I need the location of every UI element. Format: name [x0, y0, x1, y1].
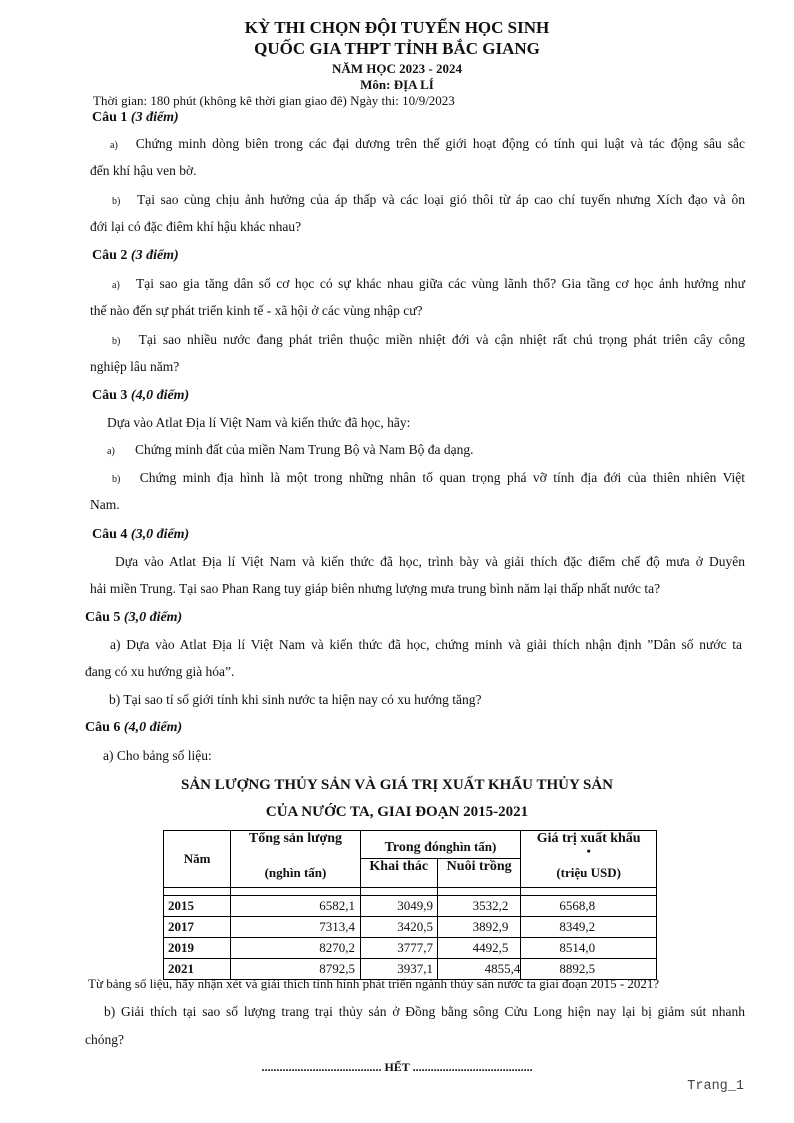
th-total-unit: (nghìn tấn)	[231, 859, 360, 888]
question-5a: a) Dựa vào Atlat Địa lí Việt Nam và kiến thức đã học, chứng minh và giải thích nhận định ”Dân số nước ta	[110, 637, 742, 652]
question-2a: a) Tại sao gia tăng dân số cơ học có sự khác nhau giữa các vùng lãnh thổ? Gia tầng cơ học ảnh hưởng như	[112, 276, 745, 291]
question-6b-cont: chóng?	[85, 1032, 124, 1047]
question-6-heading: Câu 6 (4,0 điểm)	[85, 720, 183, 735]
question-3-intro: Dựa vào Atlat Địa lí Việt Nam và kiến thức đã học, hãy:	[107, 415, 411, 430]
th-catch: Khai thác	[360, 859, 437, 888]
exam-title-line1: KỲ THI CHỌN ĐỘI TUYỂN HỌC SINH	[244, 18, 550, 37]
question-5-heading: Câu 5 (3,0 điểm)	[85, 610, 183, 625]
end-marker: ........................................ HẾT ........................................	[261, 1060, 533, 1074]
question-2b-cont: nghiệp lâu năm?	[90, 359, 180, 374]
question-4-line1: Dựa vào Atlat Địa lí Việt Nam và kiến thức đã học, trình bày và giải thích đặc điểm chế độ mưa ở Duyên	[115, 554, 745, 569]
th-farm: Nuôi trồng	[437, 859, 520, 888]
th-year: Năm	[164, 831, 231, 888]
question-6b: b) Giải thích tại sao số lượng trang trại thủy sản ở Đồng bằng sông Cửu Long hiện nay lại bị giảm sút nhanh	[104, 1004, 745, 1019]
question-5b: b) Tại sao tỉ số giới tính khi sinh nước ta hiện nay có xu hướng tăng?	[109, 692, 482, 707]
question-2a-cont: thế nào đến sự phát triển kinh tế - xã hội ở các vùng nhập cư?	[90, 303, 423, 318]
question-6a-intro: a) Cho bảng số liệu:	[103, 748, 212, 763]
question-1a: a) Chứng minh dòng biên trong các đại dương trên thế giới hoạt động có tính qui luật và tác động sâu sắc	[110, 136, 745, 151]
table-row: 2021 8792,5 3937,1 4855,4 8892,5	[164, 959, 657, 980]
question-2b: b) Tại sao nhiều nước đang phát triên thuộc miền nhiệt đới và cận nhiệt rất chú trọng phát triên cây công	[112, 332, 745, 347]
question-4-heading: Câu 4 (3,0 điểm)	[92, 527, 190, 542]
page-number: Trang_1	[687, 1079, 744, 1094]
question-5a-cont: đang có xu hướng già hóa”.	[85, 664, 235, 679]
question-1a-cont: đến khí hậu ven bờ.	[90, 163, 197, 178]
subject: Môn: ĐỊA LÍ	[360, 77, 434, 92]
table-row: 2015 6582,1 3049,9 3532,2 6568,8	[164, 896, 657, 917]
question-6a-task: Từ bảng số liệu, hãy nhận xét và giải thích tình hình phát triển ngành thủy sản nước ta giai đoạn 2015 - 2021?	[88, 976, 660, 991]
th-export: Giá trị xuất khẩu •	[521, 831, 657, 859]
question-3b: b) Chứng minh địa hình là một trong những nhân tố quan trọng phá vỡ tính địa đới của thiên nhiên Việt	[112, 470, 746, 485]
table-row: 2019 8270,2 3777,7 4492,5 8514,0	[164, 938, 657, 959]
question-1b-cont: đới lại có đặc điêm khí hậu khác nhau?	[90, 219, 302, 234]
exam-time-info: Thời gian: 180 phút (không kê thời gian giao đê) Ngày thi: 10/9/2023	[93, 93, 455, 108]
question-1b: b) Tại sao cùng chịu ảnh hưởng của áp thấp và các loại gió thôi từ áp cao chí tuyến nhưng Xích đạo và ôn	[112, 192, 745, 207]
th-of-which: Trong đónghìn tấn)	[360, 831, 521, 859]
question-2-heading: Câu 2 (3 điểm)	[92, 248, 179, 263]
question-3a: a) Chứng minh đất của miền Nam Trung Bộ và Nam Bộ đa dạng.	[107, 442, 474, 457]
table-title-line2: CỦA NƯỚC TA, GIAI ĐOẠN 2015-2021	[265, 804, 529, 820]
th-total: Tổng sản lượng	[231, 831, 360, 859]
exam-title-line2: QUỐC GIA THPT TỈNH BẮC GIANG	[254, 39, 540, 58]
school-year: NĂM HỌC 2023 - 2024	[332, 61, 462, 76]
th-export-unit: (triệu USD)	[521, 859, 657, 888]
table-row: 2017 7313,4 3420,5 3892,9 8349,2	[164, 917, 657, 938]
table-title-line1: SẢN LƯỢNG THỦY SẢN VÀ GIÁ TRỊ XUẤT KHẨU THỦY SẢN	[180, 777, 614, 793]
fisheries-table	[163, 830, 657, 980]
question-1-heading: Câu 1 (3 điểm)	[92, 110, 179, 125]
question-3-heading: Câu 3 (4,0 điểm)	[92, 388, 190, 403]
question-4-line2: hải miền Trung. Tại sao Phan Rang tuy giáp biên nhưng lượng mưa trung bình năm lại thấp nhất nước ta?	[90, 581, 661, 596]
question-3b-cont: Nam.	[90, 497, 120, 512]
